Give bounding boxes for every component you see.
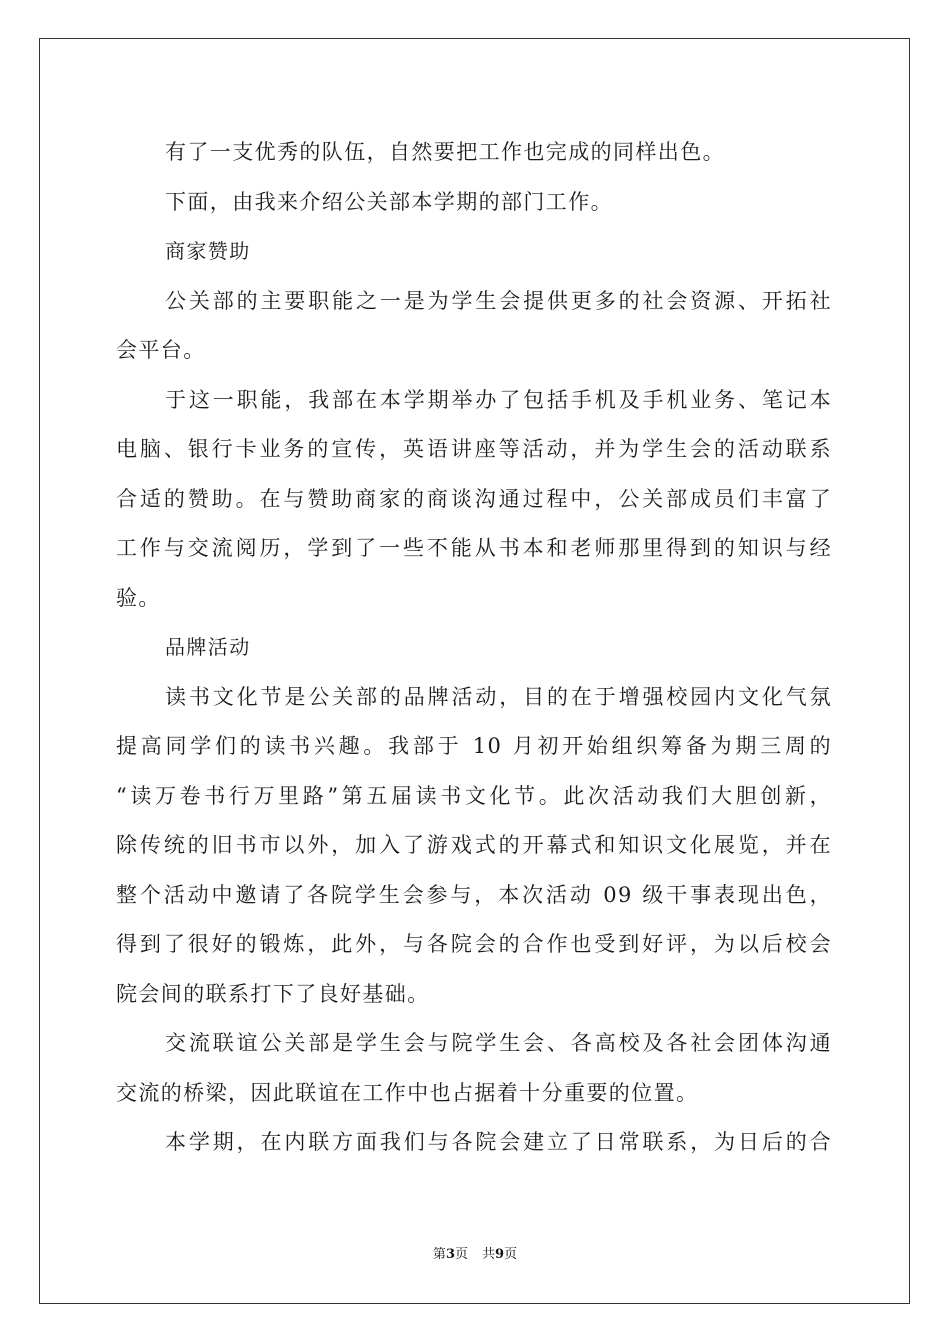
paragraph-line: 验。 xyxy=(116,585,161,610)
paragraph-line: “读万卷书行万里路”第五届读书文化节。此次活动我们大胆创新， xyxy=(116,783,832,808)
paragraph-line: 电脑、银行卡业务的宣传，英语讲座等活动，并为学生会的活动联系 xyxy=(116,437,832,461)
current-page-number: 3 xyxy=(445,1247,455,1262)
paragraph-line: 得到了很好的锻炼，此外，与各院会的合作也受到好评，为以后校会 xyxy=(116,932,832,956)
paragraph-line: 下面，由我来介绍公关部本学期的部门工作。 xyxy=(165,189,613,214)
paragraph-line: 提高同学们的读书兴趣。我部于 10 月初开始组织筹备为期三周的 xyxy=(116,734,832,758)
paragraph-line: 工作与交流阅历，学到了一些不能从书本和老师那里得到的知识与经 xyxy=(116,536,832,560)
paragraph-line: 公关部的主要职能之一是为学生会提供更多的社会资源、开拓社 xyxy=(165,288,832,313)
paragraph-line: 于这一职能，我部在本学期举办了包括手机及手机业务、笔记本 xyxy=(165,387,832,412)
section-heading-sponsorship: 商家赞助 xyxy=(165,239,251,263)
paragraph-line: 院会间的联系打下了良好基础。 xyxy=(116,981,430,1006)
page-footer xyxy=(0,1246,950,1264)
section-heading-brand-activity: 品牌活动 xyxy=(165,635,251,659)
paragraph-line: 整个活动中邀请了各院学生会参与，本次活动 09 级干事表现出色， xyxy=(116,882,832,907)
page-suffix: 页 xyxy=(454,1247,468,1262)
paragraph-line: 有了一支优秀的队伍，自然要把工作也完成的同样出色。 xyxy=(165,140,725,164)
document-body xyxy=(116,128,832,1168)
total-prefix: 共 xyxy=(482,1247,496,1262)
paragraph-line: 交流联谊公关部是学生会与院学生会、各高校及各社会团体沟通 xyxy=(165,1031,832,1055)
paragraph-line: 读书文化节是公关部的品牌活动，目的在于增强校园内文化气氛 xyxy=(165,684,832,709)
total-suffix: 页 xyxy=(504,1247,518,1262)
paragraph-line: 除传统的旧书市以外，加入了游戏式的开幕式和知识文化展览，并在 xyxy=(116,833,832,857)
paragraph-line: 会平台。 xyxy=(116,338,206,362)
paragraph-line: 本学期，在内联方面我们与各院会建立了日常联系，为日后的合 xyxy=(165,1130,832,1154)
paragraph-line: 合适的赞助。在与赞助商家的商谈沟通过程中，公关部成员们丰富了 xyxy=(116,486,832,511)
total-page-count: 9 xyxy=(495,1247,505,1262)
paragraph-line: 交流的桥梁，因此联谊在工作中也占据着十分重要的位置。 xyxy=(116,1080,699,1105)
page-prefix: 第 xyxy=(432,1247,446,1262)
